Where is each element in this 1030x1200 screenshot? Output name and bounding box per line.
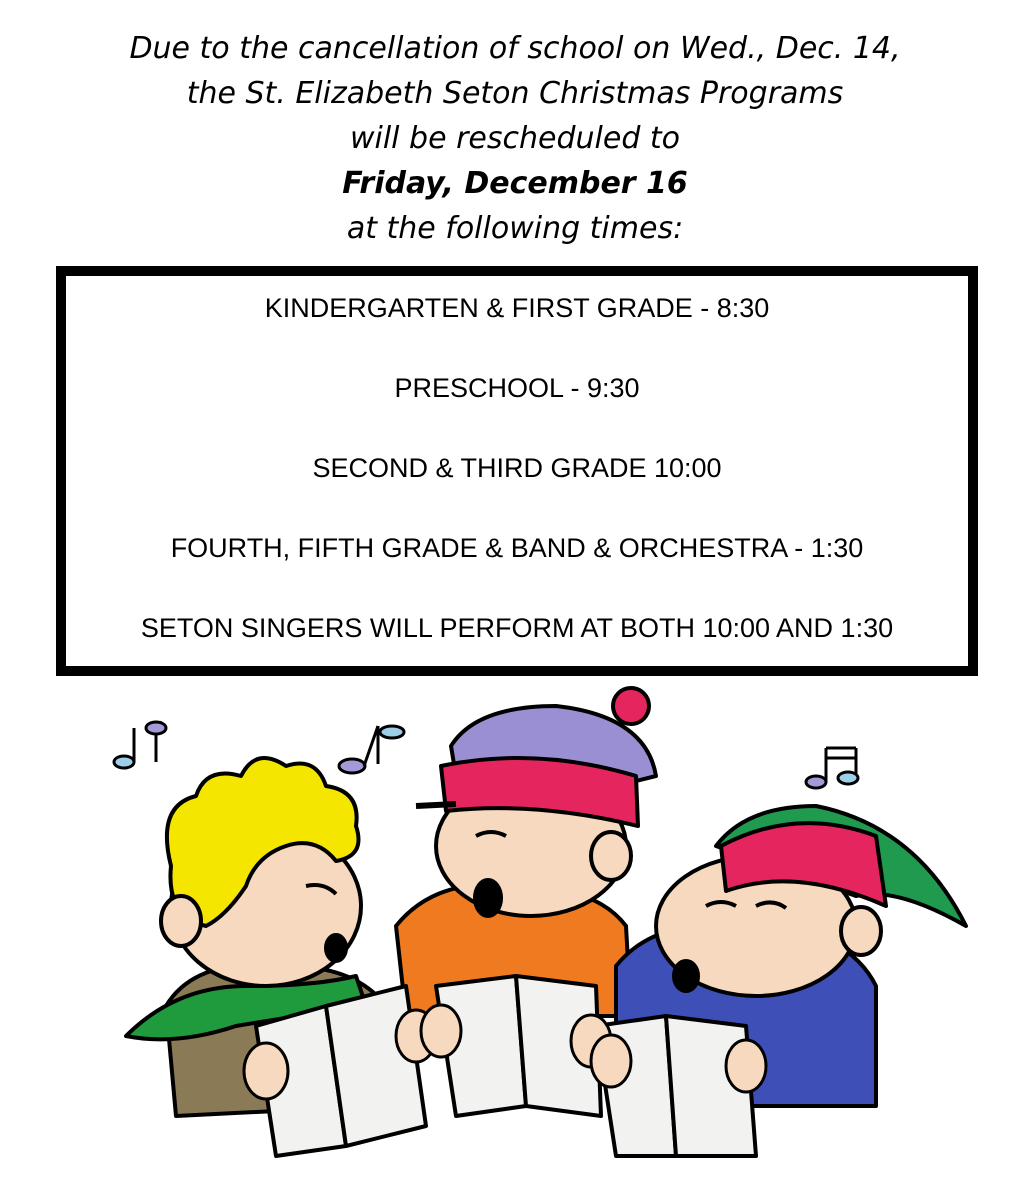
notice-line-5: at the following times: xyxy=(346,211,684,246)
notice-line-1: Due to the cancellation of school on Wed., Dec. 14, xyxy=(129,31,901,66)
schedule-box xyxy=(56,266,978,676)
schedule-item-seton-singers: SETON SINGERS WILL PERFORM AT BOTH 10:00 AND 1:30 xyxy=(140,613,894,643)
notice-text xyxy=(0,26,1030,251)
schedule-item-kindergarten-first: KINDERGARTEN & FIRST GRADE - 8:30 xyxy=(264,293,770,323)
notice-line-2: the St. Elizabeth Seton Christmas Programs xyxy=(186,76,844,111)
music-note-icon xyxy=(806,748,858,788)
music-note-icon xyxy=(339,726,404,773)
rescheduled-date: Friday, December 16 xyxy=(342,166,688,201)
schedule-item-preschool: PRESCHOOL - 9:30 xyxy=(394,373,640,403)
carolers-illustration xyxy=(56,686,976,1176)
schedule-item-fourth-fifth-band-orchestra: FOURTH, FIFTH GRADE & BAND & ORCHESTRA - 1:30 xyxy=(170,533,864,563)
schedule-item-second-third: SECOND & THIRD GRADE 10:00 xyxy=(312,453,722,483)
music-note-icon xyxy=(114,722,166,768)
notice-line-3: will be rescheduled to xyxy=(349,121,681,156)
